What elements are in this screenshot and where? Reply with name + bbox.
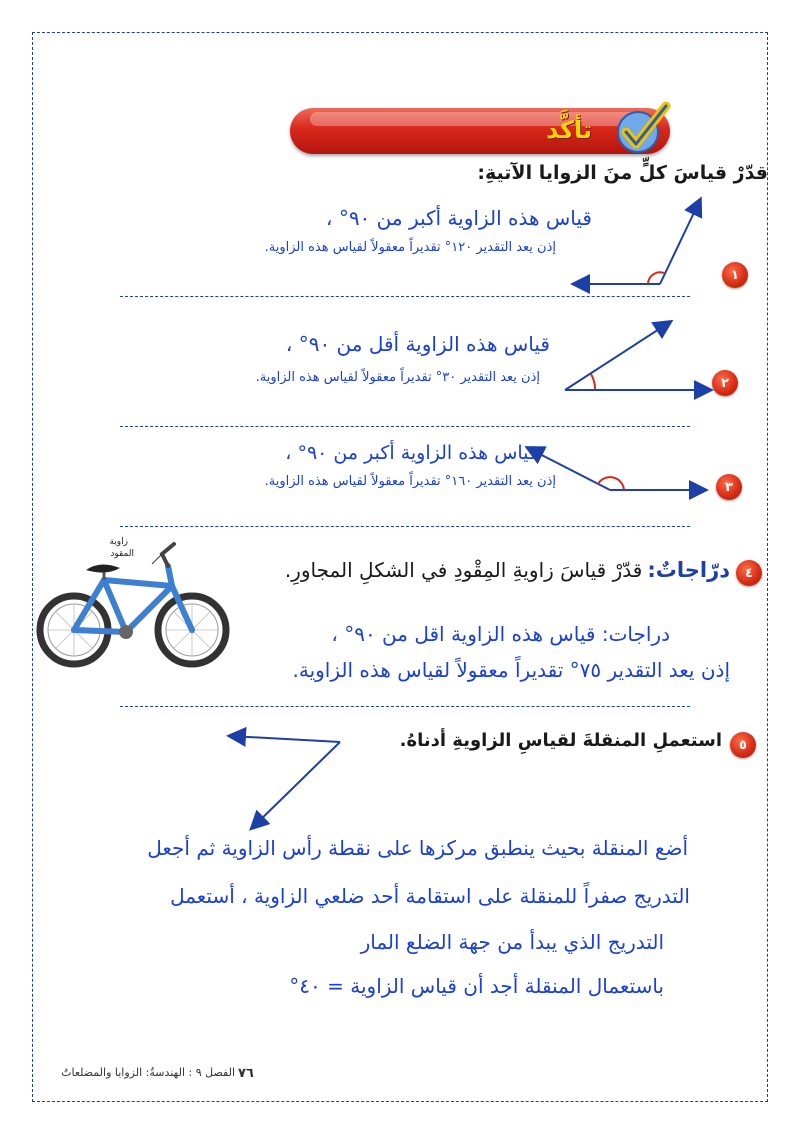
divider-4: [120, 706, 690, 707]
item-2-answer-line2: إذن يعد التقدير ٣٠° تقديراً معقولاً لقياس هذه الزاوية.: [255, 370, 540, 385]
item-3-answer-line2: إذن يعد التقدير ١٦٠° تقديراً معقولاً لقياس هذه الزاوية.: [264, 474, 556, 489]
q5-answer-line3: التدريج الذي يبدأ من جهة الضلع المار: [360, 930, 664, 954]
item-2-answer-line1: قياس هذه الزاوية أقل من ٩٠° ،: [285, 332, 550, 356]
chapter-footer: الفصل ٩ : الهندسةُ: الزوايا والمضلعاتُ: [61, 1066, 235, 1079]
q4-answer-line1: دراجات: قياس هذه الزاوية اقل من ٩٠° ،: [331, 622, 670, 646]
angle-5-diagram: [220, 724, 380, 844]
bike-label-2: المقود: [110, 549, 134, 559]
bike-label-1: زاوية: [109, 537, 128, 547]
item-1-answer-line2: إذن يعد التقدير ١٢٠° تقديراً معقولاً لقياس هذه الزاوية.: [264, 240, 556, 255]
q5-number-badge: ٥: [730, 732, 756, 758]
bicycle-illustration: [34, 530, 234, 680]
instruction-text: قدّرْ قياسَ كلٍّ منَ الزوايا الآتيةِ:: [477, 162, 768, 184]
header-title: تأكَّد: [546, 116, 592, 144]
q4-number-badge: ٤: [736, 560, 762, 586]
q4-label: درّاجاتٌ:: [647, 558, 730, 582]
divider-1: [120, 296, 690, 297]
q4-answer-line2: إذن يعد التقدير ٧٥° تقديراً معقولاً لقياس هذه الزاوية.: [292, 658, 730, 682]
q5-answer-line2: التدريج صفراً للمنقلة على استقامة أحد ضلعي الزاوية ، أستعمل: [170, 884, 690, 908]
q5-answer-line1: أضع المنقلة بحيث ينطبق مركزها على نقطة رأس الزاوية ثم أجعل: [147, 836, 688, 860]
checkmark-icon: [612, 98, 676, 162]
item-1-answer-line1: قياس هذه الزاوية أكبر من ٩٠° ،: [326, 206, 592, 230]
item-2-number-badge: ٢: [712, 370, 738, 396]
angle-3-diagram: [520, 440, 720, 500]
angle-1-diagram: [560, 180, 720, 300]
q4-text: قدّرْ قياسَ زاويةِ المِقْودِ في الشكلِ المجاورِ.: [284, 558, 643, 582]
divider-3: [120, 526, 690, 527]
item-3-answer-line1: قياس هذه الزاوية أكبر من ٩٠° ،: [285, 442, 538, 464]
q5-text: استعملِ المنقلةَ لقياسِ الزاويةِ أدناهُ.: [399, 730, 722, 751]
q4-prompt: [285, 558, 730, 582]
item-1-number-badge: ١: [722, 262, 748, 288]
angle-2-diagram: [555, 310, 715, 410]
q5-answer-line4: باستعمال المنقلة أجد أن قياس الزاوية = ٤٠°: [289, 974, 664, 998]
item-3-number-badge: ٣: [716, 474, 742, 500]
divider-2: [120, 426, 690, 427]
page-number: ٧٦: [238, 1066, 254, 1081]
